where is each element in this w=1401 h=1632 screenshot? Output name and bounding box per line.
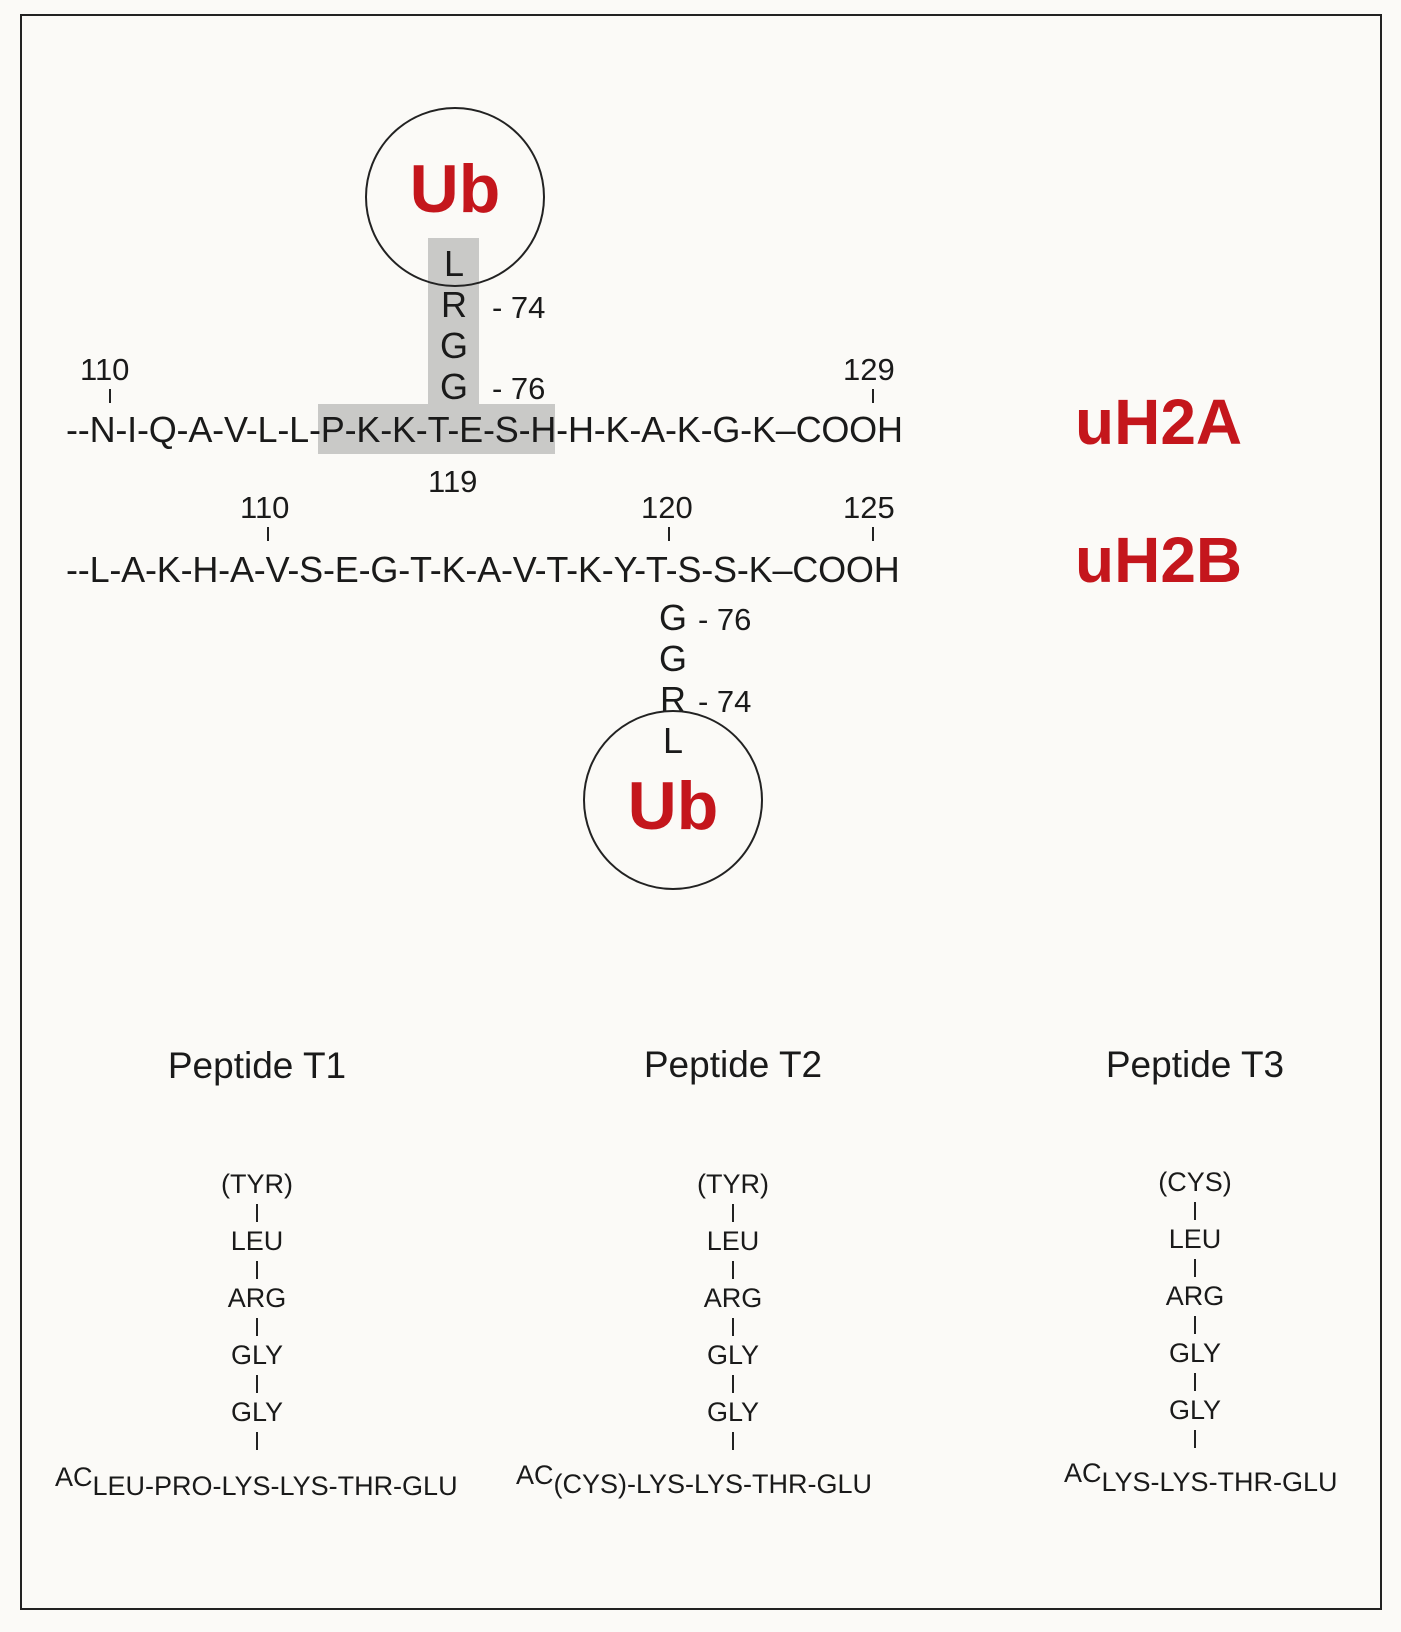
peptide-t1-base	[55, 1462, 458, 1502]
h2a-tick-110	[109, 389, 111, 403]
h2b-mark-76: - 76	[698, 602, 752, 637]
peptide-t2-bond-2	[732, 1261, 734, 1279]
peptide-t2-title: Peptide T2	[643, 1044, 823, 1085]
h2b-label: uH2B	[1075, 524, 1243, 596]
h2a-branch-residue-3: G	[439, 325, 468, 366]
peptide-t2-residue-1: (TYR)	[697, 1169, 769, 1199]
peptide-t3-title: Peptide T3	[1105, 1044, 1285, 1085]
peptide-t1-bond-4	[256, 1375, 258, 1393]
peptide-t3-bond-4	[1194, 1373, 1196, 1391]
h2b-branch-residue-2: G	[658, 638, 687, 679]
h2b-sequence: --L-A-K-H-A-V-S-E-G-T-K-A-V-T-K-Y-T-S-S-K–COOH	[66, 549, 900, 590]
h2a-tick-129	[872, 389, 874, 403]
h2a-label: uH2A	[1075, 386, 1243, 458]
h2a-branch-residue-4: G	[439, 366, 468, 407]
peptide-t2-base	[516, 1460, 872, 1500]
peptide-t1-residue-1: (TYR)	[221, 1169, 293, 1199]
h2b-position-120: 120	[641, 490, 693, 525]
peptide-t2-bond-3	[732, 1318, 734, 1336]
peptide-t3-base	[1064, 1458, 1338, 1498]
h2b-position-125: 125	[843, 490, 895, 525]
peptide-t1-title: Peptide T1	[167, 1045, 347, 1086]
peptide-t2-residue-3: ARG	[703, 1283, 763, 1313]
h2a-position-119: 119	[428, 464, 478, 499]
peptide-t2-residue-2: LEU	[706, 1226, 760, 1256]
h2a-mark-76: - 76	[492, 371, 546, 406]
peptide-t3-bond-5	[1194, 1430, 1196, 1448]
h2b-position-110: 110	[240, 490, 290, 525]
peptide-t3-residue-4: GLY	[1168, 1338, 1222, 1368]
h2a-ubiquitin-label: Ub	[409, 151, 501, 227]
peptide-t3-residue-1: (CYS)	[1158, 1167, 1232, 1197]
h2a-sequence-right: -S-H-H-K-A-K-G-K–COOH	[483, 409, 903, 450]
peptide-t2-base-chain: (CYS)-LYS-LYS-THR-GLU	[553, 1469, 873, 1499]
peptide-t2-bond-1	[732, 1204, 734, 1222]
h2b-mark-74: - 74	[698, 684, 752, 719]
peptide-t1-bond-2	[256, 1261, 258, 1279]
h2a-position-110: 110	[80, 352, 130, 387]
h2a-branch-residue-1: L	[443, 243, 465, 284]
peptide-t3-residue-3: ARG	[1165, 1281, 1225, 1311]
h2a-sequence-shaded: L-P-K-K-T-E	[289, 409, 483, 450]
h2b-tick-125	[872, 527, 874, 541]
peptide-t1-base-chain: LEU-PRO-LYS-LYS-THR-GLU	[92, 1471, 458, 1501]
h2b-tick-120	[668, 527, 670, 541]
peptide-t1-residue-2: LEU	[230, 1226, 284, 1256]
peptide-t3-base-chain: LYS-LYS-THR-GLU	[1101, 1467, 1338, 1497]
h2b-ubiquitin-label: Ub	[627, 768, 719, 844]
peptide-t3-residue-5: GLY	[1168, 1395, 1222, 1425]
peptide-t1-residue-4: GLY	[230, 1340, 284, 1370]
peptide-t1-residue-5: GLY	[230, 1397, 284, 1427]
h2a-mark-74: - 74	[492, 290, 546, 325]
h2b-tick-110	[267, 527, 269, 541]
peptide-t2-residue-5: GLY	[706, 1397, 760, 1427]
peptide-t1-bond-5	[256, 1432, 258, 1450]
h2a-sequence	[66, 409, 903, 451]
h2b-branch-residue-1: G	[658, 597, 687, 638]
peptide-t1-bond-3	[256, 1318, 258, 1336]
peptide-t1-acetyl: AC	[55, 1462, 93, 1492]
peptide-t3-residue-2: LEU	[1168, 1224, 1222, 1254]
h2b-branch-residue-3: R	[660, 679, 686, 720]
h2b-branch-residue-4: L	[662, 720, 684, 761]
peptide-t1-bond-1	[256, 1204, 258, 1222]
peptide-t2-bond-4	[732, 1375, 734, 1393]
h2a-position-129: 129	[843, 352, 895, 387]
peptide-t2-acetyl: AC	[516, 1460, 554, 1490]
peptide-t3-bond-3	[1194, 1316, 1196, 1334]
h2a-sequence-left: --N-I-Q-A-V-L-	[66, 409, 290, 450]
peptide-t2-residue-4: GLY	[706, 1340, 760, 1370]
peptide-t3-bond-2	[1194, 1259, 1196, 1277]
peptide-t2-bond-5	[732, 1432, 734, 1450]
peptide-t3-acetyl: AC	[1064, 1458, 1102, 1488]
peptide-t3-bond-1	[1194, 1202, 1196, 1220]
peptide-t1-residue-3: ARG	[227, 1283, 287, 1313]
h2a-branch-residue-2: R	[441, 284, 467, 325]
